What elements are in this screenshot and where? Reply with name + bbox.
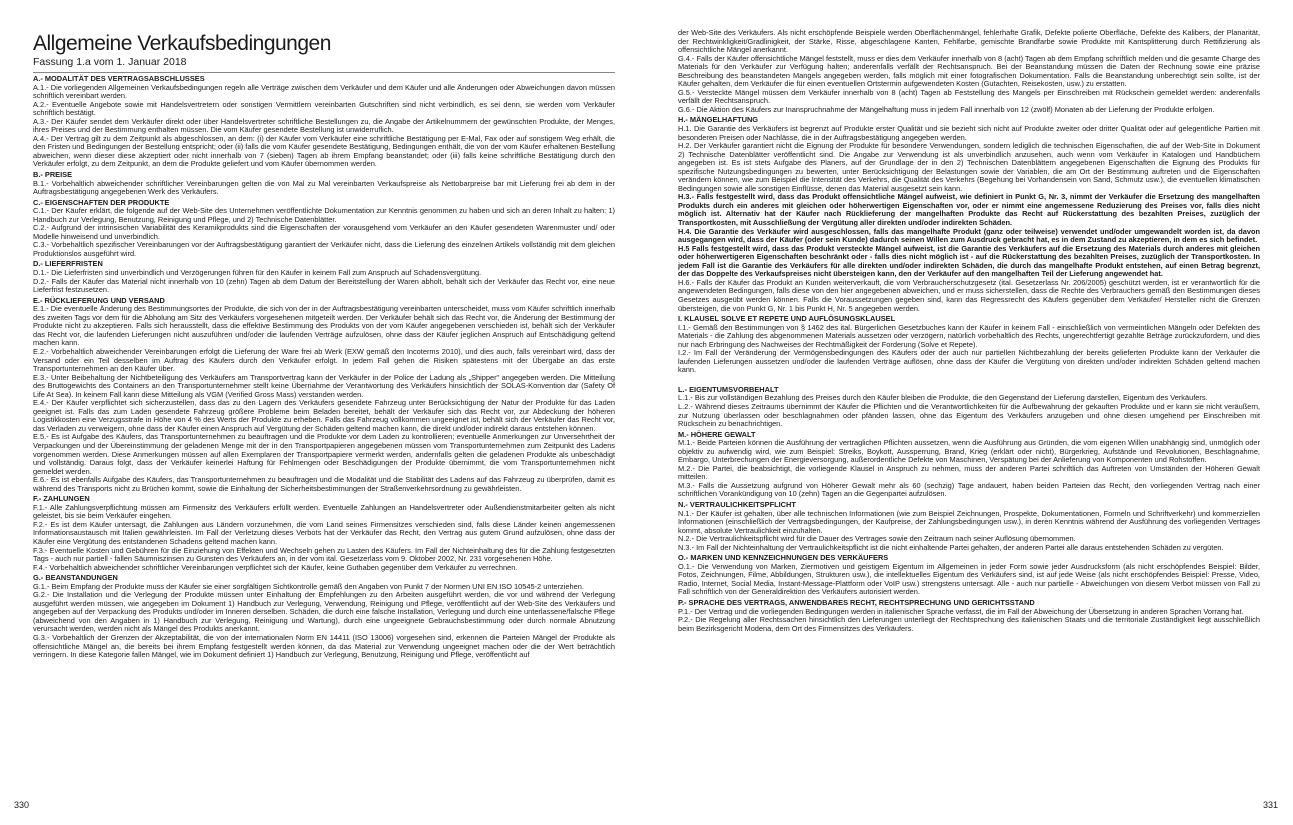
clause-paragraph: P.2.- Die Regelung aller Rechtssachen hinsichtlich den Lieferungen unterliegt der Rechtsprechung des italienischen Staats und die territoriale Zuständigkeit liegt ausschließlich beim Bezirksgericht Modena, dem Ort des Firmensitzes des Verkäufers. bbox=[678, 615, 1260, 633]
clause-paragraph: G.1.- Beim Empfang der Produkte muss der Käufer sie einer sorgfältigen Sichtkontrolle gemäß den Angaben von Punkt 7 der Normen UNI EN ISO 10545-2 unterziehen. bbox=[33, 581, 584, 591]
section-heading: P.- SPRACHE DES VERTRAGS, ANWENDBARES RECHT, RECHTSPRECHUNG UND GERICHTSSTAND bbox=[678, 598, 1035, 607]
section-heading: L.- EIGENTUMSVORBEHALT bbox=[678, 384, 779, 394]
clause-paragraph: G.2.- Die Installation und die Verlegung der Produkte müssen unter Einhaltung der Empfehlungen zu den Arbeiten ausgeführt werden, die vor und während der Verlegung ausgeführt werden müssen, wie angegeben im Dokument 1) Handbuch zur Verlegung, Verwendung, Reinigung und Pflege, veröffentlicht auf der Web-Site des Verkäufers und angegeben auf der Verpackung des Produkts und/oder im Inneren derselben. Schäden, die durch eine falsche Installation, Verlegung und durch eine unterlassene/falsche Pflege (abweichend von den Angaben in 1) Handbuch zur Verlegung, Reinigung und Wartung), durch eine ungeeignete Gebrauchsbestimmung oder durch normale Abnutzung verursacht werden, werden nicht als Mängel des Produkts anerkannt. bbox=[33, 590, 615, 634]
clause-paragraph: D.1.- Die Lieferfristen sind unverbindlich und Verzögerungen führen für den Käufer in keinem Fall zum Anspruch auf Schadensvergütung. bbox=[33, 268, 482, 278]
spacer bbox=[678, 375, 1260, 384]
clause-paragraph: G.3.- Vorbehaltlich der Grenzen der Akzeptabilität, die von der internationalen Norm EN 14411 (ISO 13006) vorgesehen sind, erkennen die Parteien Mängel der Produkte als offensichtliche Mängel an, die bereits bei ihrem Empfang festgestellt werden können, da das Material zur Verwendung ungeeignet machen oder die der Wert beträchtlich verringern. In diese Kategorie fallen Mängel, wie im Dokument definiert 1) Handbuch zur Verlegung, Benutzung, Reinigung und Pflege, veröffentlicht auf bbox=[33, 633, 615, 660]
clause-paragraph: M.2.- Die Partei, die beabsichtigt, die vorliegende Klausel in Anspruch zu nehmen, muss der anderen Partei schriftlich das Auftreten von Umständen der Höheren Gewalt mitteilen. bbox=[678, 463, 1260, 482]
clause-paragraph: A.2.- Eventuelle Angebote sowie mit Handelsvertretern oder sonstigen Vermittlern vereinbarten Gutschriften sind nicht verbindlich, es sei denn, sie werden vom Verkäufer schriftlich bestätigt. bbox=[33, 99, 615, 118]
section-heading: O.- MARKEN UND KENNZEICHNUNGEN DES VERKÄUFERS bbox=[678, 553, 889, 563]
clause-paragraph: C.2.- Aufgrund der intrinsischen Variabilität des Keramikprodukts sind die Eigenschaften der vorausgehend vom Verkäufer an den Käufer gesendeten Warenmuster und/ oder Modelle hinweisend und unverbindlich. bbox=[33, 223, 615, 241]
clause-paragraph: A.3.- Der Käufer sendet dem Verkäufer direkt oder über Handelsvertreter schriftliche Bestellungen zu, die Angabe der Artikelnummern der gewünschten Produkte, der Menges, ihres Preises und der Bestimmung enthalten müssen. Die vom Käufer gesendete Bestellung ist unwiderruflich. bbox=[33, 116, 615, 135]
clause-paragraph: E.5.- Es ist Aufgabe des Käufers, das Transportunternehmen zu beauftragen und die Produkte vor dem Laden zu kontrollieren; eventuelle Anmerkungen zur Unversehrtheit der Verpackungen und der Übereinstimmung der geladenen Menge mit der in den Transportpapieren angegebenen müssen vom Transportunternehmen zum Zeitpunkt des Ladens vorgenommen werden. Diese Anmerkungen müssen auf allen Exemplaren der Transportpapiere vermerkt werden, andernfalls gelten die geladenen Produkte als unbeschädigt und vollständig. Daraus folgt, dass der Verkäufer keinerlei Haftung für Fehlmengen oder Beschädigungen der Produkte übernimmt, die vom Transportunternehmen nicht gemeldet werden. bbox=[33, 432, 615, 476]
left-column-body bbox=[33, 75, 615, 660]
section-heading: H.- MÄNGELHAFTUNG bbox=[678, 115, 759, 125]
section-heading: C.- EIGENSCHAFTEN DER PRODUKTE bbox=[33, 197, 170, 207]
page-number-left: 330 bbox=[14, 800, 30, 810]
clause-paragraph: B.1.- Vorbehaltlich abweichender schriftlicher Vereinbarungen gelten die von Mal zu Mal vereinbarten Verkaufspreise als Nettobarpreise bar mit Lieferung frei ab dem in der Auftragsbestätigung angegebenen Werk des Verkäufers. bbox=[33, 178, 615, 197]
clause-paragraph: G.4.- Falls der Käufer offensichtliche Mängel feststellt, muss er dies dem Verkäufer innerhalb von 8 (acht) Tagen ab dem Empfang schriftlich melden und die gesamte Charge des Materials für den Verkäufer zur Verfügung halten; anderenfalls verfällt der Rechtsanspruch. Bei der Beanstandung müssen die Daten der Rechnung sowie eine präzise Beschreibung des beanstandeten Mangels angegeben werden, falls möglich mit einer fotografischen Dokumentation. Falls die Beanstandung unberechtigt sein sollte, ist der Käufer gehalten, dem Verkäufer die für einen eventuellen Ortstermin aufgewendeten Kosten (Gutachten, Reisekosten, usw.) zu erstatten. bbox=[678, 53, 1260, 89]
clause-paragraph: H.1. Die Garantie des Verkäufers ist begrenzt auf Produkte erster Qualität und sie bezieht sich nicht auf Produkte zweiter oder dritter Qualität oder auf gelegentliche Partien mit besonderen Preisen oder Nachlässe, die in der Auftragsbestätigung angegeben werden. bbox=[678, 124, 1260, 142]
clause-paragraph: P.1.- Der Vertrag und die vorliegenden Bedingungen werden in italienischer Sprache verfasst, die im Fall der Abweichung der Übersetzung in anderen Sprachen Vorrang hat. bbox=[678, 606, 1244, 616]
document-subtitle: Fassung 1.a vom 1. Januar 2018 bbox=[33, 56, 615, 73]
clause-paragraph: der Web-Site des Verkäufers. Als nicht erschöpfende Beispiele werden Oberflächenmängel, fehlerhafte Grafik, Defekte polierte Oberfläche, Defekte des Kalibers, der Planarität, der Rechtwinkligkeit/Gradlinigkeit, der Stärke, Risse, abgeschlagene Kanten, Fehlfarbe, gemischte Brandfarbe sowie Produkte mit Kantsplitterung durch Rettifizierung als offensichtliche Mängel anerkannt. bbox=[678, 29, 1260, 55]
clause-paragraph: F.3.- Eventuelle Kosten und Gebühren für die Einziehung von Effekten und Wechseln gehen zu Lasten des Käufers. Im Fall der Nichteinhaltung des für die Zahlung festgesetzten Tags - auch nur partiell - fallen Säumniszinsen zu Gunsten des Verkäufers an, in der vom ital. Gesetzerlass vom 9. Oktober 2002, Nr. 231 vorgesehenen Höhe. bbox=[33, 545, 615, 564]
clause-paragraph: A.1.- Die vorliegenden Allgemeinen Verkaufsbedingungen regeln alle Verträge zwischen dem Verkäufer und dem Käufer und alle Änderungen oder Abweichungen davon müssen schriftlich vereinbart werden. bbox=[33, 82, 615, 101]
clause-paragraph: A.4.- Der Vertrag gilt zu dem Zeitpunkt als abgeschlossen, an dem: (i) der Käufer vom Verkäufer eine schriftliche Bestätigung per E-Mal, Fax oder auf sonstigem Weg erhält, die den Fristen und Bedingungen der Bestellung entspricht; oder (ii) falls die vom Käufer gesendete Bestätigung, Bedingungen enthält, die von der vom Käufer erhaltenen Bestellung abweichen, wenn dieser diese akzeptiert oder nicht innerhalb von 7 (sieben) Tagen ab ihrem Empfang beanstandet; oder (iii) falls keine schriftliche Bestätigung durch den Verkäufer erfolgt, zu dem Zeitpunkt, an dem die Produkte geliefert und vom Käufer übernommen werden. bbox=[33, 133, 615, 169]
section-heading: I. KLAUSEL SOLVE ET REPETE UND AUFLÖSUNGSKLAUSEL bbox=[678, 314, 896, 324]
clause-paragraph: H.5 Falls festgestellt wird, dass das Produkt versteckte Mängel aufweist, ist die Garantie des Verkäufers auf die Ersetzung des Materials durch anderes mit gleichen oder höherwertigeren Eigenschaften beschränkt oder - falls dies nicht möglich ist - auf die Rückerstattung des bezahlten Preises, zuzüglich der Transportkosten. In jedem Fall ist die Garantie des Verkäufers für alle direkten und/oder indirekten Schäden, die durch das mangelhafte Produkt entstehen, auf einen Betrag begrenzt, der das Doppelte des Verkaufspreises nicht übersteigen kann, den der Verkäufer auf den mangelhaften Teil der Lieferung angewendet hat. bbox=[678, 243, 1260, 279]
document-title: Allgemeine Verkaufsbedingungen bbox=[33, 32, 331, 55]
left-column bbox=[33, 0, 615, 660]
section-heading: M.- HÖHERE GEWALT bbox=[678, 429, 756, 439]
clause-paragraph: G.5.- Versteckte Mängel müssen dem Verkäufer innerhalb von 8 (acht) Tagen ab Feststellung des Mangels per Einschreiben mit Rückschein gemeldet werden: anderenfalls verfällt der Rechtsanspruch. bbox=[678, 87, 1260, 106]
page-number-right: 331 bbox=[1263, 800, 1279, 810]
right-column-body bbox=[678, 29, 1260, 633]
clause-paragraph: N.2.- Die Vertraulichkeitspflicht wird für die Dauer des Vertrages sowie den Zeitraum nach seiner Auflösung übernommen. bbox=[678, 534, 1076, 544]
section-heading: B.- PREISE bbox=[33, 170, 73, 180]
section-heading: D.- LIEFERFRISTEN bbox=[33, 259, 103, 269]
section-heading: F.- ZAHLUNGEN bbox=[33, 494, 90, 504]
clause-paragraph: L.2.- Während dieses Zeitraums übernimmt der Käufer die Pflichten und die Verantwortlichkeiten für die Aufbewahrung der gekauften Produkte und er kann sie nicht veräußern, zur Nutzung überlassen oder beschlagnahmen oder pfänden lassen, ohne das Eigentum des Verkäufers anzugeben und ohne diesen umgehend per Einschreiben mit Rückschein zu benachrichtigen. bbox=[678, 401, 1260, 429]
clause-paragraph: E.4.- Der Käufer verpflichtet sich sicherzustellen, dass das zu den Lagern des Verkäufers gesendete Fahrzeug unter Berücksichtigung der Natur der Produkte für das Laden geeignet ist. Falls das zum Laden gesendete Fahrzeug größere Probleme beim Beladen bereitet, behält der Verkäufer sich das Recht vor, zur Abdeckung der höheren Logistikkosten eine Verzugsstrafe in Höhe von 4 % des Werts der Produkte zu erheben. Falls das Fahrzeug vollkommen ungeeignet ist, behält sich der Verkäufer das Recht vor, das Verladen zu verweigern, ohne dass der Käufer einen Anspruch auf Vergütung der Schäden geltend machen kann, die direkt und/oder indirekt daraus entstehen können. bbox=[33, 398, 615, 433]
clause-paragraph: L.1.- Bis zur vollständigen Bezahlung des Preises durch den Käufer bleiben die Produkte, die den Gegenstand der Lieferung darstellen, Eigentum des Verkäufers. bbox=[678, 393, 1208, 403]
clause-paragraph: O.1.- Die Verwendung von Marken, Ziermotiven und geistigem Eigentum im Allgemeinen in jeder Form sowie jeder Ausdrucksform (als nicht erschöpfendes Beispiel: Bilder, Fotos, Zeichnungen, Filme, Abbildungen, Strukturen usw.), die intellektuelles Eigentum des Verkäufers sind, ist auf jede Weise (als nicht erschöpfendes Beispiel: Presse, Video, Radio, Internet, Social Media, Instant-Message-Plattform oder VoIP usw.) strengstens untersagt. Alle - auch nur partielle - Abweichungen von diesem Verbot müssen von Fall zu Fall schriftlich von der Generaldirektion des Verkäufers autorisiert werden. bbox=[678, 561, 1260, 597]
clause-paragraph: E.6.- Es ist ebenfalls Aufgabe des Käufers, das Transportunternehmen zu beauftragen und die Modalität und die Stabilität des Ladens auf das Fahrzeug zu überprüfen, damit es während des Transports nicht zu Brüchen kommt, sowie die Einhaltung der Sicherheitsbestimmungen der Straßenverkehrsordnung zu gewährleisten. bbox=[33, 475, 615, 493]
clause-paragraph: C.3.- Vorbehaltlich spezifischer Vereinbarungen vor der Auftragsbestätigung garantiert der Verkäufer nicht, dass die Lieferung des einzelnen Artikels vollständig mit dem gleichen Produktionslos ausgeführt wird. bbox=[33, 240, 615, 258]
clause-paragraph: N.3.- Im Fall der Nichteinhaltung der Vertraulichkeitspflicht ist die nicht einhaltende Partei gehalten, der anderen Partei alle daraus entstehenden Schäden zu vergüten. bbox=[678, 542, 1224, 552]
clause-paragraph: H.6.- Falls der Käufer das Produkt an Kunden weiterverkauft, die vom Verbraucherschutzgesetz (ital. Gesetzerlass Nr. 206/2005) geschützt werden, ist er verantwortlich für die angewendeten Bedingungen, falls diese von den hier angegebenen abweichen, und er muss sicherstellen, dass die Rechte des Verbrauchers gemäß den Bestimmungen dieses Gesetzes ausgeübt werden können. Falls die Voraussetzungen gegeben sind, kann das Regressrecht des Käufers gegenüber dem Verkäufer/ Hersteller nicht die Grenzen übersteigen, die von Punkt G, Nr. 1 bis Punkt H, Nr. 5 angegeben werden. bbox=[678, 277, 1260, 313]
clause-paragraph: H.2. Der Verkäufer garantiert nicht die Eignung der Produkte für besondere Verwendungen, sondern lediglich die technischen Eigenschaften, die auf der Web-Site in Dokument 2) Technische Datenblätter veröffentlicht sind. Die Angabe zur Verwendung ist als unverbindlich anzusehen, auch wenn vom Verkäufer in Katalogen und Handbüchern angegeben ist. Es ist stets Aufgabe des Planers, auf der Grundlage der in den 2) Technischen Datenblättern angegebenen Eigenschaften die Eignung des Produkts für spezifische Nutzungsbedingungen zu bewerten, unter Berücksichtigung der Belastungen sowie der Variablen, die am Ort der Bestimmung auftreten und die Eigenschaften verändern können, wie zum Beispiel die Intensität des Verkehrs, die Qualität des Verkehrs (Begehung bei Vorhandensein von Sand, Schmutz usw.), die eventuellen klimatischen Bedingungen sowie alle sonstigen Einflüsse, denen das Material ausgesetzt sein kann. bbox=[678, 141, 1260, 193]
clause-paragraph: F.4.- Vorbehaltlich abweichender schriftlicher Vereinbarungen verpflichtet sich der Käufer, keine Guthaben gegenüber dem Verkäufer zu verrechnen. bbox=[33, 562, 518, 572]
right-column bbox=[678, 29, 1260, 633]
clause-paragraph: H.3.- Falls festgestellt wird, dass das Produkt offensichtliche Mängel aufweist, wie definiert in Punkt G, Nr. 3, nimmt der Verkäufer die Ersetzung des mangelhaften Produkts durch ein anderes mit gleichen oder höherwertigen Eigenschaften vor, oder er nimmt eine angemessene Reduzierung des Preises vor, falls dies nicht möglich ist. Alternativ hat der Käufer nach Rücklieferung der mangelhaften Produkte das Recht auf Rückerstattung des bezahlten Preises, zuzüglich der Transportkosten, mit Ausschließung der Vergütung aller direkten und/oder indirekten Schäden. bbox=[678, 192, 1260, 228]
section-heading: G.- BEANSTANDUNGEN bbox=[33, 573, 118, 583]
clause-paragraph: I.1.- Gemäß den Bestimmungen von § 1462 des ital. Bürgerlichen Gesetzbuches kann der Käufer in keinem Fall - einschließlich von vermeintlichen Mängeln oder Defekten des Materials - die Zahlung des abgenommenen Materials aussetzen oder verzögern, natürlich vorbehaltlich des Rechts, ungerechtfertigt gezahlte Beträge zurückzufordern, und dies nur nach Erbringung des Nachweises der Rechtmäßigkeit der Forderung (Solve et Repete). bbox=[678, 322, 1260, 349]
clause-paragraph: C.1.- Der Käufer erklärt, die folgende auf der Web-Site des Unternehmen veröffentlichte Dokumentation zur Kenntnis genommen zu haben und sich an deren Inhalt zu halten: 1) Handbuch zur Verlegung, Benutzung, Reinigung und Pflege, und 2) Technische Datenblätter. bbox=[33, 206, 615, 224]
section-heading: E.- RÜCKLIEFERUNG UND VERSAND bbox=[33, 295, 165, 305]
clause-paragraph: F.2.- Es ist dem Käufer untersagt, die Zahlungen aus Ländern vorzunehmen, die vom Land seines Firmensitzes verschieden sind, falls diese Länder keinen angemessenen Informationsaustausch mit Italien gewährleisten. Im Fall der Verletzung dieses Verbots hat der Verkäufer das Recht, den Vertrag aus gutem Grund aufzulösen, ohne dass der Käufer eine Vergütung des entstandenen Schadens geltend machen kann. bbox=[33, 519, 615, 546]
clause-paragraph: F.1.- Alle Zahlungsverpflichtung müssen am Firmensitz des Verkäufers erfüllt werden. Eventuelle Zahlungen an Handelsvertreter oder Außendienstmitarbeiter gelten als nicht geleistet, bis sie beim Verkäufer eingehen. bbox=[33, 502, 615, 521]
clause-paragraph: I.2.- Im Fall der Veränderung der Vermögensbedingungen des Käufers oder der auch nur partiellen Nichtbezahlung der bereits gelieferten Produkte kann der Verkäufer die laufenden Lieferungen aussetzen und/oder die laufenden Verträge auflösen, ohne dass der Käufer die Vergütung von direkten und/oder indirekten Schäden geltend machen kann. bbox=[678, 348, 1260, 375]
section-heading: A.- MODALITÄT DES VERTRAGSABSCHLUSSES bbox=[33, 74, 205, 83]
clause-paragraph: E.3.- Unter Beibehaltung der Nichtbeteiligung des Verkäufers am Transportvertrag kann der Verkäufer in der Police der Ladung als „Shipper" angegeben werden. Die Mitteilung des Bruttogewichts des Containers an den Transportunternehmer stellt keine Übernahme der Verantwortung des Verkäufers hinsichtlich der SOLAS-Konvention dar (Safety Of Life At Sea). In keinem Fall kann diese Mitteilung als VGM (Verified Gross Mass) verstanden werden. bbox=[33, 372, 615, 399]
clause-paragraph: E.1.- Die eventuelle Änderung des Bestimmungsortes der Produkte, die sich von der in der Auftragsbestätigung vereinbarten unterscheidet, muss vom Käufer schriftlich innerhalb des zweiten Tags vor dem für die Abholung am Sitz des Verkäufers vorgesehenen mitgeteilt werden. Der Verkäufer behält sich das Recht vor, die Änderung der Bestimmung der Produkte nicht zu akzeptieren. Falls sich herausstellt, dass die effektive Bestimmung des Produkts von der vom Käufer angegebenen verschieden ist, behält sich der Verkäufer das Recht vor, die laufenden Lieferungen nicht auszuführen und/oder die laufenden Verträge aufzulösen, ohne dass der Käufer jeglichen Anspruch auf Entschädigung geltend machen kann. bbox=[33, 304, 615, 348]
clause-paragraph: H.4. Die Garantie des Verkäufer wird ausgeschlossen, falls das mangelhafte Produkt (ganz oder teilweise) verwendet und/oder umgewandelt worden ist, da davon ausgegangen wird, dass der Käufer (oder sein Kunde) dadurch seinen Willen zum Ausdruck gebracht hat, es in dem Zustand zu akzeptieren, in dem es sich befindet. bbox=[678, 226, 1260, 245]
section-heading: N.- VERTRAULICHKEITSPFLICHT bbox=[678, 499, 796, 509]
clause-paragraph: M.3.- Falls die Aussetzung aufgrund von Höherer Gewalt mehr als 60 (sechzig) Tage andauert, haben beiden Parteien das Recht, den vorliegenden Vertrag nach einer schriftlichen Vorankündigung von 10 (zehn) Tagen an die Gegenpartei aufzulösen. bbox=[678, 480, 1260, 499]
clause-paragraph: M.1.- Beide Parteien können die Ausführung der vertraglichen Pflichten aussetzen, wenn die Ausführung aus Gründen, die vom eigenen Willen unabhängig sind, unmöglich oder objektiv zu aufwendig wird, wie zum Beispiel: Streiks, Boykott, Aussperrung, Brand, Krieg (erklärt oder nicht), Bürgerkrieg, Aufstände und Revolutionen, Beschlagnahme, Embargo, Unterbrechungen der Energieversorgung, außerordentliche Defekte von Maschinen, Verspätung bei der Anlieferung von Komponenten und Rohstoffen. bbox=[678, 438, 1260, 465]
clause-paragraph: E.2.- Vorbehaltlich abweichender Vereinbarungen erfolgt die Lieferung der Ware frei ab Werk (EXW gemäß den Incoterms 2010), und dies auch, falls vereinbart wird, dass der Versand oder ein Teil desselben im Auftrag des Käufers durch den Verkäufer erfolgt. In jedem Fall gehen die Risiken spätestens mit der Übergabe an das erste Transportunternehmen an den Käufer über. bbox=[33, 346, 615, 374]
clause-paragraph: N.1.- Der Käufer ist gehalten, über alle technischen Informationen (wie zum Beispiel Zeichnungen, Prospekte, Dokumentationen, Formeln und Schriftverkehr) und kommerziellen Informationen (einschließlich der Vertragsbedingungen, der Kaufpreise, der Zahlungsbedingungen usw.), in deren Kenntnis während der Ausführung des vorliegenden Vertrages kommt, absolute Vertraulichkeit einzuhalten. bbox=[678, 508, 1260, 535]
clause-paragraph: G.6.- Die Aktion des Käufers zur Inanspruchnahme der Mängelhaftung muss in jedem Fall innerhalb von 12 (zwölf) Monaten ab der Lieferung der Produkte erfolgen. bbox=[678, 104, 1215, 114]
clause-paragraph: D.2.- Falls der Käufer das Material nicht innerhalb von 10 (zehn) Tagen ab dem Datum der Bereitstellung der Waren abholt, behält sich der Verkäufer das Recht vor, eine neue Lieferfrist festzusetzen. bbox=[33, 276, 615, 295]
